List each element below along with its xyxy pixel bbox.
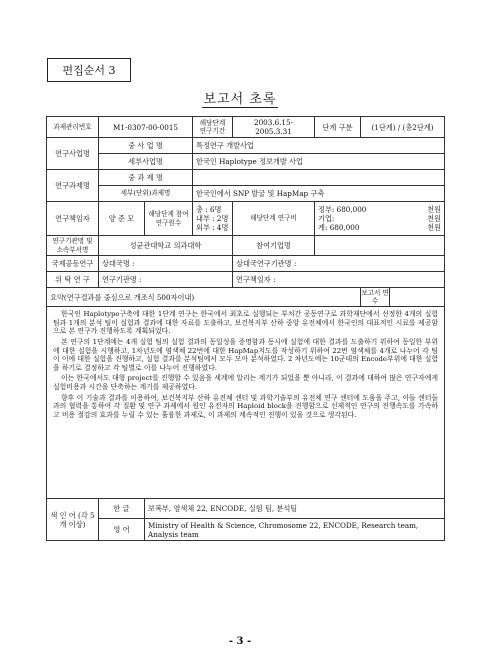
budget-values: 정부: 680,000 천원 기업: 천원 계: 680,000 천원: [315, 202, 445, 236]
mid-project-value: 특정연구 개발사업: [193, 138, 445, 154]
researcher-counts: 총 : 6명 내부 : 2명 외부 : 4명: [193, 202, 233, 236]
row-management: [47, 117, 445, 138]
row-summary-header: [47, 288, 445, 307]
row-intl: [47, 256, 445, 272]
row-org: [47, 236, 445, 256]
commission-label: 위 탁 연 구: [47, 272, 99, 288]
total-count: 6명: [209, 205, 222, 214]
mid-task-label: 중 과 제 명: [99, 170, 193, 186]
sub-project-value: 한국인 Haplotype 정보개발 사업: [193, 154, 445, 170]
leader-value: 양 준 모: [99, 202, 145, 236]
research-task-label: 연구과제명: [47, 170, 99, 202]
report-pages: [361, 288, 445, 307]
page-number: - 3 -: [228, 636, 252, 647]
internal-count: 2명: [216, 214, 229, 223]
row-people: [47, 202, 445, 236]
row-summary-body: [47, 307, 445, 499]
mgmt-number-label: 과제관리번호: [47, 117, 99, 138]
commission-inst: 연구기관명 :: [99, 272, 233, 288]
report-pages-label: 보고서 면수: [361, 288, 389, 305]
report-title: 보고서 초록: [203, 92, 277, 107]
summary-paragraph-3: 이는 한국에서도 대형 project를 진행할 수 있음을 세계에 알리는 계기가 되었을 뿐 아니라, 이 결과에 대하여 많은 연구자에게 실험비용과 시간을 단축하는 계기를 제공하였다.: [53, 374, 439, 391]
summary-paragraph-1: 한국인 Haplotype구축에 대한 1단계 연구는 한국에서 최초로 실행되는 부처간 공동연구로 과학재단에서 선정한 4개의 실험 팀과 1개의 분석 팀이 실험과 결과에 대한 자료를 도출하고, 보건복지부 산하 중앙 유전체에서 한국인의 대표적인 시료를 제공함으로 본 연구가 진행하도록 계획되었다.: [53, 310, 439, 336]
partner-value: [315, 236, 445, 256]
stage-period-value: 2003.6.15-2005.3.31: [233, 117, 315, 138]
sub-task-value: 한국인에서 SNP 발굴 및 HapMap 구축: [193, 186, 445, 202]
row-sub-task: [47, 186, 445, 202]
stage-division-label: 단계 구분: [315, 117, 361, 138]
keywords-label: 색 인 어 (각 5개 이상): [47, 499, 99, 541]
keywords-kor-label: 한 글: [99, 499, 145, 519]
researcher-count-label: 해당단계 참여연구원수: [145, 202, 193, 236]
stage-period-label: 해당단계 연구기간: [193, 117, 233, 138]
commission-leader: 연구책임자 :: [233, 272, 445, 288]
mgmt-number-value: M1-0307-00-0015: [99, 117, 193, 138]
sum-budget: 680,000: [329, 223, 360, 232]
summary-paragraph-4: 향후 이 기술과 결과를 이용하여, 보건복지부 산하 유전체 센터 및 과학기술부의 유전체 연구 센터에 도움을 주고, 이들 센터들과의 협력을 통하여 각 질환 및 연구 과제에서 원인 유전자의 Haploid block을 진행함으로 선제적인 연구의 진행속도를 가속하고 비용 절감의 효과를 누릴 수 있는 훌륭한 과제로, 이 과제의 계속적인 진행이 있을 것으로 생각된다.: [53, 393, 439, 419]
keywords-eng-label: 영 어: [99, 519, 145, 541]
sub-project-label: 세부사업명: [99, 154, 193, 170]
external-count: 4명: [216, 223, 229, 232]
keywords-kor-value: 보복부, 염색체 22, ENCODE, 실험 팀, 분석팀: [145, 499, 445, 519]
row-sub-project: [47, 154, 445, 170]
summary-body: [47, 307, 445, 499]
gov-budget: 680,000: [336, 205, 367, 214]
mid-task-value: [193, 170, 445, 186]
keywords-eng-value: Ministry of Health & Science, Chromosome 22, ENCODE, Research team, Analysis team: [145, 519, 445, 541]
intl-inst: 상대국연구기관명 :: [233, 256, 445, 272]
org-label: 연구기관명 및 소속부서명: [47, 236, 99, 256]
intl-country: 상대국명 :: [99, 256, 233, 272]
edit-order-tag: 편집순서 3: [47, 58, 131, 82]
row-keywords-kor: [47, 499, 445, 519]
row-keywords-eng: [47, 519, 445, 541]
summary-label: 요약(연구결과를 중심으로 개조식 500자이내): [47, 288, 361, 307]
mid-project-label: 중 사 업 명: [99, 138, 193, 154]
org-value: 성균관대학교 의과대학: [99, 236, 233, 256]
row-mid-project: [47, 138, 445, 154]
budget-label: 해당단계 연구비: [233, 202, 315, 236]
leader-label: 연구책임자: [47, 202, 99, 236]
partner-label: 참여기업명: [233, 236, 315, 256]
report-abstract-table: [46, 116, 445, 541]
sub-task-label: 세부(단위)과제명: [99, 186, 193, 202]
summary-paragraph-2: 본 연구의 1단계에는 4개 실험 팀의 실험 결과의 동일성을 증명함과 동시에 실험에 대한 결과를 도출하기 위하여 동일한 부위에 대한 실험을 시행하고, 1차년도에 염색체 22번에 대한 HapMap지도를 작성하기 위하여 22번 염색체를 4개로 나누어 각 팀이 이에 대한 실험을 진행하고, 실험 결과를 분석팀에서 모두 모아 분석하였다. 2 차년도에는 10군데의 Encode부위에 대한 실험을 하기로 결정하고 각 팀별로 이를 나누어 진행하였다.: [53, 337, 439, 372]
row-commission: [47, 272, 445, 288]
intl-label: 국제공동연구: [47, 256, 99, 272]
stage-division-value: (1단계) / (총2단계): [361, 117, 445, 138]
research-biz-label: 연구사업명: [47, 138, 99, 170]
row-mid-task: [47, 170, 445, 186]
